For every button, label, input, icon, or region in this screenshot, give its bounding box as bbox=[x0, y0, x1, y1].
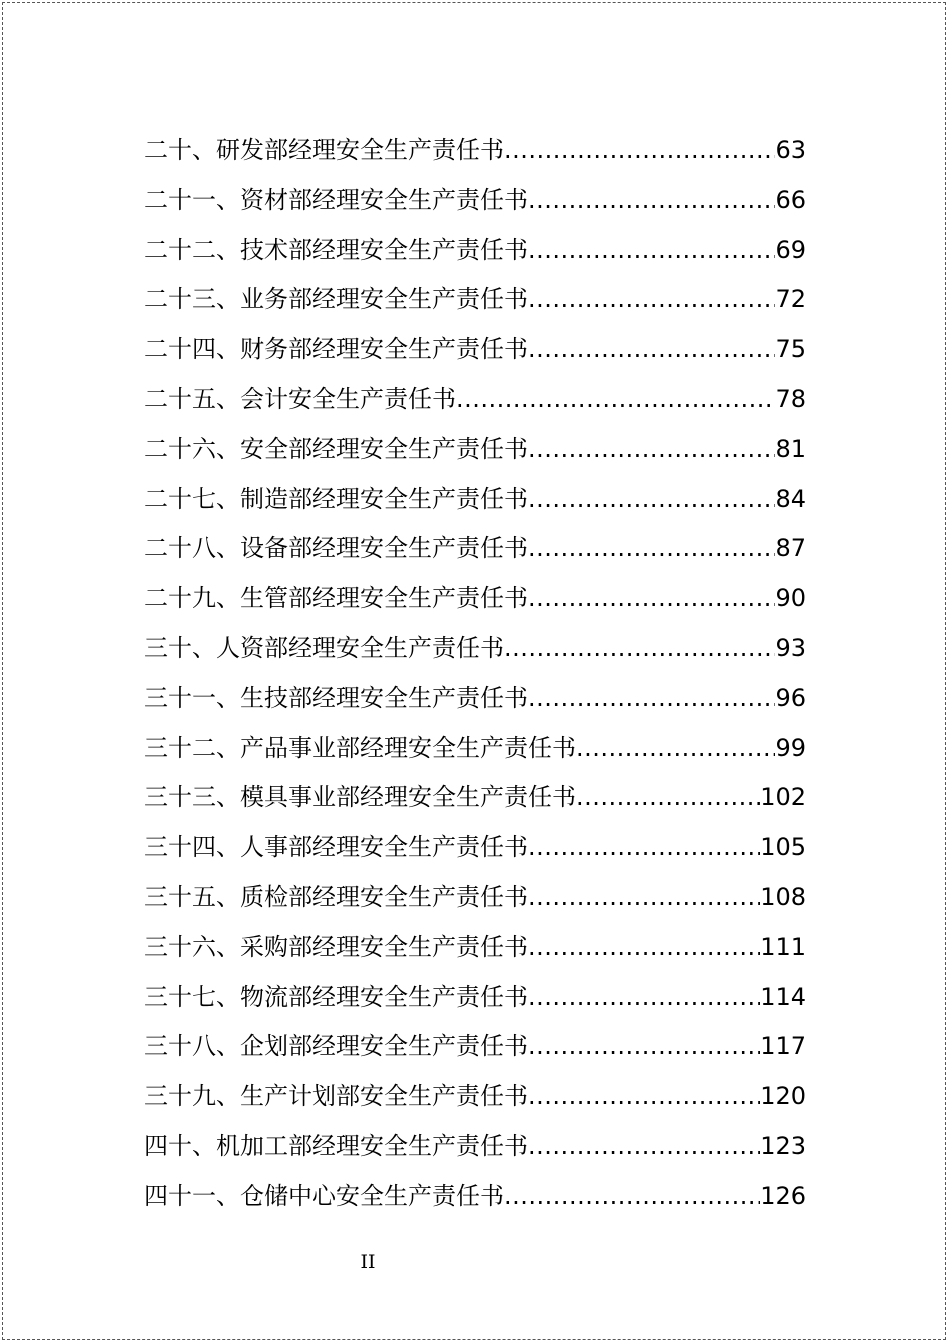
toc-dot-leader bbox=[576, 772, 760, 822]
toc-dot-leader bbox=[456, 374, 775, 424]
toc-dot-leader bbox=[504, 125, 775, 175]
toc-dot-leader bbox=[528, 972, 760, 1022]
toc-entry[interactable] bbox=[144, 872, 806, 922]
toc-entry-page: 78 bbox=[775, 384, 806, 413]
toc-entry-page: 102 bbox=[760, 783, 806, 812]
toc-entry[interactable] bbox=[144, 175, 806, 225]
toc-entry[interactable] bbox=[144, 1171, 806, 1221]
toc-entry[interactable] bbox=[144, 623, 806, 673]
table-of-contents bbox=[144, 125, 806, 1221]
toc-entry-page: 90 bbox=[775, 584, 806, 613]
toc-entry-title: 二十二、技术部经理安全生产责任书 bbox=[144, 235, 528, 264]
toc-entry-title: 三十八、企划部经理安全生产责任书 bbox=[144, 1032, 528, 1061]
toc-dot-leader bbox=[528, 474, 775, 524]
toc-entry-title: 二十四、财务部经理安全生产责任书 bbox=[144, 335, 528, 364]
toc-entry-title: 二十三、业务部经理安全生产责任书 bbox=[144, 285, 528, 314]
toc-entry-page: 114 bbox=[760, 982, 806, 1011]
toc-dot-leader bbox=[528, 1121, 760, 1171]
toc-dot-leader bbox=[528, 673, 775, 723]
toc-entry-title: 三十五、质检部经理安全生产责任书 bbox=[144, 882, 528, 911]
toc-entry-page: 99 bbox=[775, 733, 806, 762]
toc-entry[interactable] bbox=[144, 125, 806, 175]
toc-entry-page: 87 bbox=[775, 534, 806, 563]
toc-entry-page: 63 bbox=[775, 136, 806, 164]
toc-entry-page: 72 bbox=[775, 285, 806, 314]
toc-entry-page: 117 bbox=[760, 1032, 806, 1061]
toc-entry-page: 108 bbox=[760, 882, 806, 911]
toc-dot-leader bbox=[528, 822, 760, 872]
toc-entry-title: 三十一、生技部经理安全生产责任书 bbox=[144, 683, 528, 712]
toc-dot-leader bbox=[528, 225, 775, 275]
toc-entry-title: 三十六、采购部经理安全生产责任书 bbox=[144, 932, 528, 961]
toc-entry-title: 三十七、物流部经理安全生产责任书 bbox=[144, 982, 528, 1011]
toc-entry[interactable] bbox=[144, 1071, 806, 1121]
toc-entry-title: 三十三、模具事业部经理安全生产责任书 bbox=[144, 783, 576, 812]
toc-entry-page: 96 bbox=[775, 683, 806, 712]
toc-entry-title: 二十、研发部经理安全生产责任书 bbox=[144, 136, 504, 164]
toc-dot-leader bbox=[504, 1171, 760, 1221]
toc-entry[interactable] bbox=[144, 1121, 806, 1171]
toc-entry[interactable] bbox=[144, 324, 806, 374]
toc-entry-page: 81 bbox=[775, 434, 806, 463]
toc-dot-leader bbox=[528, 1021, 760, 1071]
toc-entry[interactable] bbox=[144, 922, 806, 972]
toc-entry[interactable] bbox=[144, 523, 806, 573]
toc-dot-leader bbox=[528, 573, 775, 623]
toc-entry[interactable] bbox=[144, 225, 806, 275]
toc-entry-page: 111 bbox=[760, 932, 806, 961]
page-number: II bbox=[360, 1251, 376, 1273]
toc-entry-title: 二十六、安全部经理安全生产责任书 bbox=[144, 434, 528, 463]
toc-entry-title: 二十七、制造部经理安全生产责任书 bbox=[144, 484, 528, 513]
toc-entry[interactable] bbox=[144, 573, 806, 623]
toc-entry-title: 三十二、产品事业部经理安全生产责任书 bbox=[144, 733, 576, 762]
toc-entry[interactable] bbox=[144, 274, 806, 324]
toc-entry-title: 二十九、生管部经理安全生产责任书 bbox=[144, 584, 528, 613]
toc-dot-leader bbox=[528, 922, 760, 972]
toc-entry-page: 84 bbox=[775, 484, 806, 513]
toc-entry-page: 69 bbox=[775, 235, 806, 264]
toc-entry-page: 126 bbox=[760, 1181, 806, 1210]
toc-entry[interactable] bbox=[144, 972, 806, 1022]
toc-dot-leader bbox=[528, 424, 775, 474]
toc-entry[interactable] bbox=[144, 673, 806, 723]
toc-entry-page: 120 bbox=[760, 1082, 806, 1111]
toc-dot-leader bbox=[504, 623, 775, 673]
toc-entry[interactable] bbox=[144, 424, 806, 474]
toc-entry-title: 三十四、人事部经理安全生产责任书 bbox=[144, 833, 528, 862]
toc-dot-leader bbox=[528, 872, 760, 922]
toc-dot-leader bbox=[576, 723, 775, 773]
toc-entry-page: 123 bbox=[760, 1131, 806, 1160]
toc-entry-title: 二十八、设备部经理安全生产责任书 bbox=[144, 534, 528, 563]
toc-entry[interactable] bbox=[144, 772, 806, 822]
toc-entry-title: 二十一、资材部经理安全生产责任书 bbox=[144, 185, 528, 214]
toc-entry-title: 三十九、生产计划部安全生产责任书 bbox=[144, 1082, 528, 1111]
toc-dot-leader bbox=[528, 274, 775, 324]
toc-entry[interactable] bbox=[144, 1021, 806, 1071]
toc-entry-page: 105 bbox=[760, 833, 806, 862]
toc-entry-title: 二十五、会计安全生产责任书 bbox=[144, 384, 456, 413]
toc-entry-page: 66 bbox=[775, 185, 806, 214]
toc-dot-leader bbox=[528, 523, 775, 573]
toc-entry-title: 四十、机加工部经理安全生产责任书 bbox=[144, 1131, 528, 1160]
toc-entry[interactable] bbox=[144, 474, 806, 524]
toc-entry-page: 93 bbox=[775, 633, 806, 662]
toc-dot-leader bbox=[528, 1071, 760, 1121]
toc-entry[interactable] bbox=[144, 822, 806, 872]
toc-entry[interactable] bbox=[144, 723, 806, 773]
toc-entry[interactable] bbox=[144, 374, 806, 424]
toc-entry-title: 三十、人资部经理安全生产责任书 bbox=[144, 633, 504, 662]
toc-entry-title: 四十一、仓储中心安全生产责任书 bbox=[144, 1181, 504, 1210]
toc-dot-leader bbox=[528, 324, 775, 374]
toc-entry-page: 75 bbox=[775, 335, 806, 364]
toc-dot-leader bbox=[528, 175, 775, 225]
